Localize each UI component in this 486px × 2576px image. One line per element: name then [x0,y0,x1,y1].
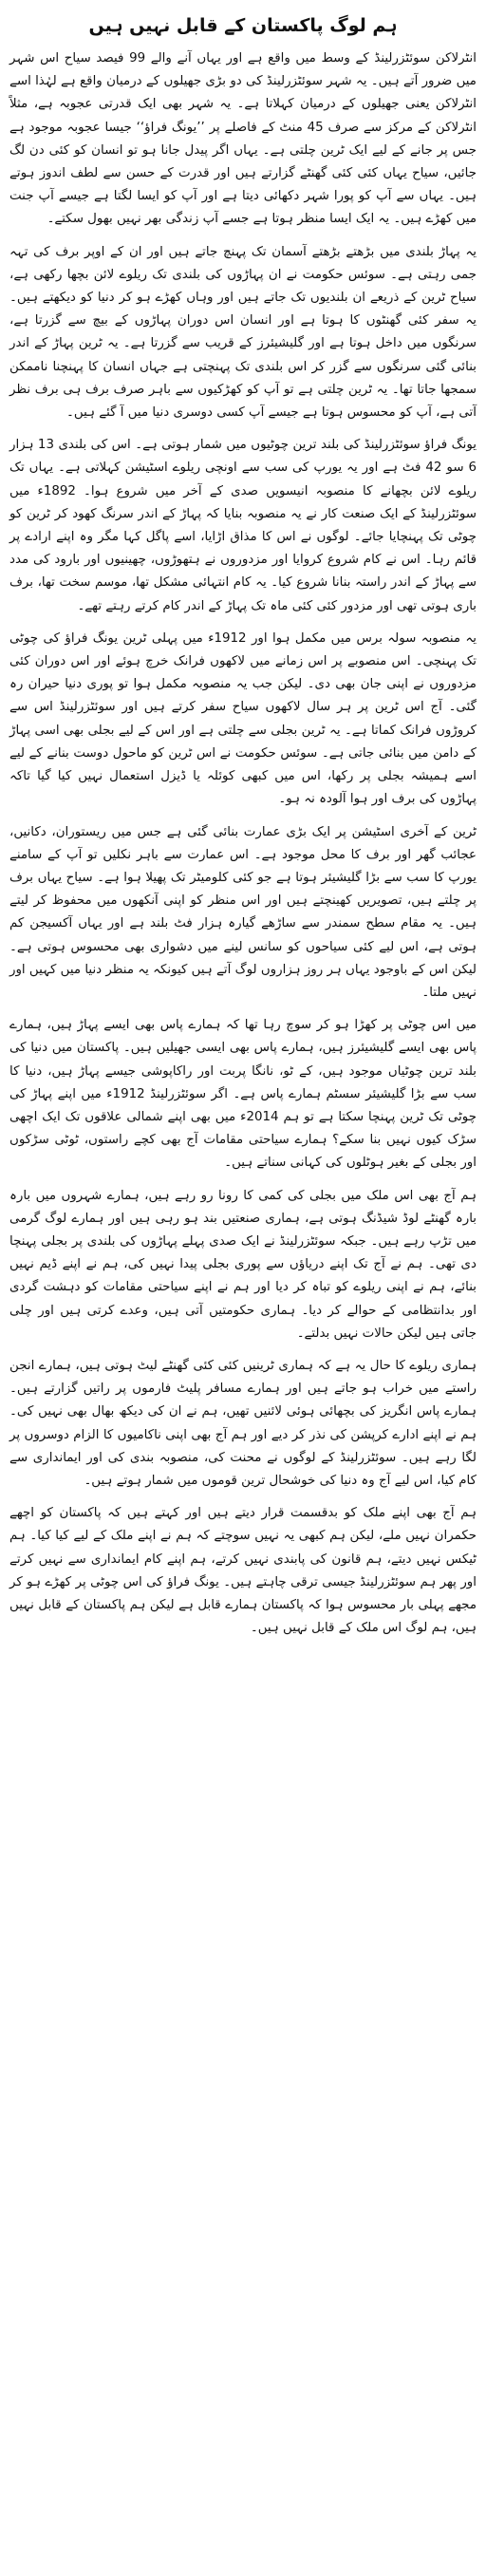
article-title: ہم لوگ پاکستان کے قابل نہیں ہیں [88,15,398,36]
article-paragraph: یہ پہاڑ بلندی میں بڑھتے بڑھتے آسمان تک پہنچ جاتے ہیں اور ان کے اوپر برف کی تہہ جمی رہتی ہے۔ سوئس حکومت نے ان پہاڑوں کی بلندی تک ریلوے لائن بچھا رکھی ہے، سیاح ٹرین کے ذریعے ان بلندیوں تک جاتے ہیں اور وہاں کھڑے ہو کر دنیا کو دیکھتے ہیں۔ یہ سفر کئی گھنٹوں کا ہوتا ہے اور انسان اس دوران پہاڑوں کے بیچ سے گزرتا ہے، سرنگوں میں داخل ہوتا ہے اور گلیشیئرز کے قریب سے گزرتا ہے۔ یہ ٹرین پہاڑ کے اندر بنائی گئی سرنگوں سے گزر کر اس بلندی تک پہنچتی ہے جہاں انسان کا پہنچنا ناممکن سمجھا جاتا تھا۔ یہ ٹرین چلتی ہے تو آپ کو کھڑکیوں سے باہر صرف برف ہی برف نظر آتی ہے، آپ کو محسوس ہوتا ہے جیسے آپ کسی دوسری دنیا میں آ گئے ہیں۔ [9,244,477,421]
article-paragraph: یونگ فراؤ سوئٹزرلینڈ کی بلند ترین چوٹیوں میں شمار ہوتی ہے۔ اس کی بلندی 13 ہزار 6 سو 42 فٹ ہے اور یہ یورپ کی سب سے اونچی ریلوے اسٹیشن کہلاتی ہے۔ یہاں تک ریلوے لائن بچھانے کا منصوبہ انیسویں صدی کے آخر میں شروع ہوا۔ 1892ء میں سوئٹزرلینڈ کے ایک صنعت کار نے یہ منصوبہ بنایا کہ پہاڑ کے اندر سرنگ کھود کر ٹرین کو چوٹی تک پہنچایا جائے۔ لوگوں نے اس کا مذاق اڑایا، اسے پاگل کہا مگر وہ اپنے ارادے پر قائم رہا۔ اس نے کام شروع کروایا اور مزدوروں نے ہتھوڑوں، چھینیوں اور بارود کی مدد سے پہاڑ کے اندر راستہ بنانا شروع کیا۔ یہ کام انتہائی مشکل تھا، موسم سخت تھا، برف باری ہوتی تھی اور مزدور کئی کئی ماہ تک پہاڑ کے اندر کام کرتے رہتے تھے۔ [9,438,477,613]
article-paragraph: میں اس چوٹی پر کھڑا ہو کر سوچ رہا تھا کہ ہمارے پاس بھی ایسے پہاڑ ہیں، ہمارے پاس بھی ایسے گلیشیئرز ہیں، ہمارے پاس بھی ایسی جھیلیں ہیں۔ پاکستان میں دنیا کی بلند ترین چوٹیاں موجود ہیں، کے ٹو، نانگا پربت اور راکاپوشی جیسے پہاڑ ہیں، دنیا کا سب سے بڑا گلیشیئر سسٹم ہمارے پاس ہے۔ اگر سوئٹزرلینڈ 1912ء میں اپنے پہاڑ کی چوٹی تک ٹرین پہنچا سکتا ہے تو ہم 2014ء میں بھی اپنے شمالی علاقوں تک ایک اچھی سڑک کیوں نہیں بنا سکے؟ ہمارے سیاحتی مقامات آج بھی کچے راستوں، ٹوٹی سڑکوں اور بجلی کے بغیر ہوٹلوں کی کہانی سناتے ہیں۔ [9,1018,477,1171]
article-paragraph: یہ منصوبہ سولہ برس میں مکمل ہوا اور 1912ء میں پہلی ٹرین یونگ فراؤ کی چوٹی تک پہنچی۔ اس منصوبے پر اس زمانے میں لاکھوں فرانک خرچ ہوئے اور اس دوران کئی مزدوروں نے اپنی جان بھی دی۔ لیکن جب یہ منصوبہ مکمل ہوا تو پوری دنیا حیران رہ گئی۔ آج اس ٹرین پر ہر سال لاکھوں سیاح سفر کرتے ہیں اور سوئٹزرلینڈ اس سے کروڑوں فرانک کماتا ہے۔ یہ ٹرین بجلی سے چلتی ہے اور اس کے لیے بجلی بھی اسی پہاڑ کے دامن میں بنائی جاتی ہے۔ سوئس حکومت نے اس ٹرین کو ماحول دوست بنانے کے لیے اسے ہمیشہ بجلی پر رکھا، اس میں کبھی کوئلہ یا ڈیزل استعمال نہیں کیا گیا تاکہ پہاڑوں کی برف اور ہوا آلودہ نہ ہو۔ [9,630,477,807]
article-paragraph: ہماری ریلوے کا حال یہ ہے کہ ہماری ٹرینیں کئی کئی گھنٹے لیٹ ہوتی ہیں، ہمارے انجن راستے میں خراب ہو جاتے ہیں اور ہمارے مسافر پلیٹ فارموں پر راتیں گزارتے ہیں۔ ہمارے پاس انگریز کی بچھائی ہوئی لائنیں تھیں، ہم نے ان کی دیکھ بھال بھی نہیں کی۔ ہم نے اپنے ادارے کرپشن کی نذر کر دیے اور ہم آج بھی اپنی ناکامیوں کا الزام دوسروں پر لگا رہے ہیں۔ سوئٹزرلینڈ کے لوگوں نے محنت کی، منصوبہ بندی کی اور ایمانداری سے کام کیا، اس لیے آج وہ دنیا کی خوشحال ترین قوموں میں شمار ہوتے ہیں۔ [9,1358,477,1488]
article-body [9,47,477,1640]
article-paragraph: ہم آج بھی اپنے ملک کو بدقسمت قرار دیتے ہیں اور کہتے ہیں کہ پاکستان کو اچھے حکمران نہیں ملے، لیکن ہم کبھی یہ نہیں سوچتے کہ ہم نے اپنے ملک کے لیے کیا کیا۔ ہم ٹیکس نہیں دیتے، ہم قانون کی پابندی نہیں کرتے، ہم اپنے کام ایمانداری سے نہیں کرتے اور پھر ہم سوئٹزرلینڈ جیسی ترقی چاہتے ہیں۔ یونگ فراؤ کی اس چوٹی پر کھڑے ہو کر مجھے پہلی بار محسوس ہوا کہ پاکستان ہمارے قابل ہے لیکن ہم پاکستان کے قابل نہیں ہیں، ہم لوگ اس ملک کے قابل نہیں ہیں۔ [9,1506,477,1636]
article-paragraph: ہم آج بھی اس ملک میں بجلی کی کمی کا رونا رو رہے ہیں، ہمارے شہروں میں بارہ بارہ گھنٹے لوڈ شیڈنگ ہوتی ہے، ہماری صنعتیں بند ہو رہی ہیں اور ہمارے لوگ گرمی میں تڑپ رہے ہیں۔ جبکہ سوئٹزرلینڈ نے ایک صدی پہلے پہاڑوں کی بلندی پر بجلی پہنچا دی تھی۔ ہم نے آج تک اپنے دریاؤں سے پوری بجلی پیدا نہیں کی، ہم نے اپنے ڈیم نہیں بنائے، ہم نے اپنی ریلوے کو تباہ کر دیا اور ہم نے اپنے سیاحتی مقامات کو دہشت گردی اور بدانتظامی کے حوالے کر دیا۔ ہماری حکومتیں آتی ہیں، وعدے کرتی ہیں اور چلی جاتی ہیں لیکن حالات نہیں بدلتے۔ [9,1188,477,1341]
article-paragraph: انٹرلاکن سوئٹزرلینڈ کے وسط میں واقع ہے اور یہاں آنے والے 99 فیصد سیاح اس شہر میں ضرور آتے ہیں۔ یہ شہر سوئٹزرلینڈ کی دو بڑی جھیلوں کے درمیان واقع ہے لہٰذا اسے انٹرلاکن یعنی جھیلوں کے درمیان کہلاتا ہے۔ یہ شہر بھی ایک قدرتی عجوبہ ہے، مثلاً انٹرلاکن کے مرکز سے صرف 45 منٹ کے فاصلے پر ’’یونگ فراؤ‘‘ جیسا عجوبہ موجود ہے جس پر جانے کے لیے ایک ٹرین چلتی ہے۔ یہاں اگر پیدل جانا ہو تو انسان کو کئی دن لگ جائیں، سیاح یہاں کئی کئی گھنٹے گزارتے ہیں اور قدرت کے حسن سے لطف اندوز ہوتے ہیں۔ یہاں سے آپ کو پورا شہر دکھائی دیتا ہے اور آپ کو ایسا لگتا ہے جیسے آپ جنت میں کھڑے ہیں۔ یہ ایک ایسا منظر ہوتا ہے جسے آپ زندگی بھر نہیں بھول سکتے۔ [9,51,477,227]
article-paragraph: ٹرین کے آخری اسٹیشن پر ایک بڑی عمارت بنائی گئی ہے جس میں ریستوران، دکانیں، عجائب گھر اور برف کا محل موجود ہے۔ اس عمارت سے باہر نکلیں تو آپ کے سامنے یورپ کا سب سے بڑا گلیشیئر ہوتا ہے جو کئی کلومیٹر تک پھیلا ہوا ہے۔ سیاح یہاں برف پر چلتے ہیں، تصویریں کھینچتے ہیں اور اس منظر کو اپنی آنکھوں میں محفوظ کر لیتے ہیں۔ یہ مقام سطح سمندر سے ساڑھے گیارہ ہزار فٹ بلند ہے اور یہاں آکسیجن کم ہوتی ہے، اس لیے کئی سیاحوں کو سانس لینے میں دشواری بھی محسوس ہوتی ہے۔ لیکن اس کے باوجود یہاں ہر روز ہزاروں لوگ آتے ہیں کیونکہ یہ منظر دنیا میں کہیں اور نہیں ملتا۔ [9,824,477,1000]
